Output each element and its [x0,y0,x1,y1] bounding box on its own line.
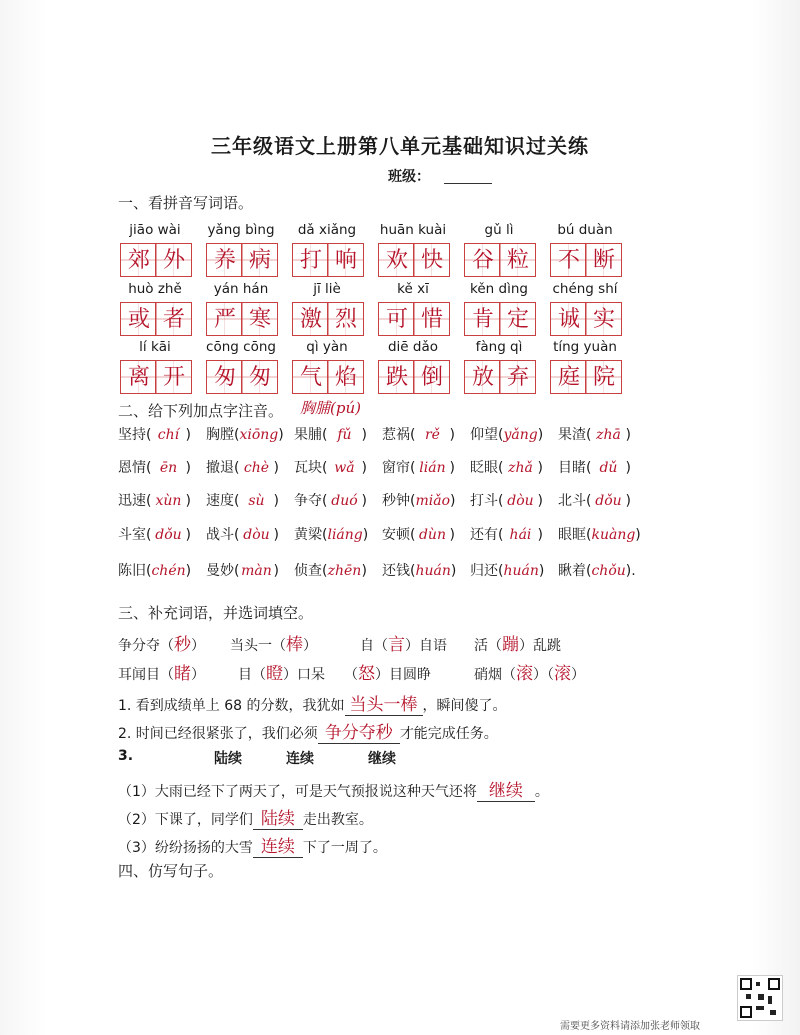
pinyin-annotation-item [206,457,279,477]
target-word: 秒钟( [382,493,416,509]
pinyin-label: jī liè [313,281,341,297]
pinyin-label: jiāo wài [129,222,181,238]
tianzige-box [292,360,364,394]
handwritten-pinyin: duó [331,493,358,509]
handwritten-answer: 滚 [516,664,533,684]
tianzige-box [550,360,622,394]
answer-grid-row [118,302,658,338]
pinyin-annotation-item [294,490,367,510]
handwritten-character: 放 [471,365,494,390]
handwritten-pinyin: dòu [243,527,270,543]
paren-close: ) [449,527,455,543]
handwritten-pinyin: chí [157,427,180,443]
pinyin-annotation-item [382,524,455,544]
pinyin-annotation-item [470,424,543,444]
handwritten-character: 快 [420,248,443,273]
q3b-text: （2）下课了，同学们 [118,812,253,828]
q3a-tail: 。 [534,784,549,800]
pinyin-label: dǎ xiǎng [297,222,357,238]
handwritten-answer: 秒 [174,635,191,655]
target-word: 瞅着( [558,563,592,579]
pinyin-annotation-item [206,524,279,544]
paren-close: ) [185,460,191,476]
pinyin-annotation-item [470,524,543,544]
pinyin-annotation-item [118,424,191,444]
pinyin-label: chéng shí [552,281,618,297]
target-word: 恩情( [118,460,152,476]
pinyin-label: diē dǎo [387,339,439,355]
question-3 [118,748,396,767]
idiom-text: ）自语 [405,638,447,654]
q2-tail: 才能完成任务。 [399,726,498,742]
paren-close: ) [537,527,543,543]
handwritten-character: 不 [557,248,580,273]
target-word: 曼妙( [206,563,240,579]
target-word: 侦查( [294,563,328,579]
idiom-fill-item [344,659,431,684]
target-word: 还有( [470,527,504,543]
pinyin-annotation-item [118,457,191,477]
target-word: 北斗( [558,493,592,509]
handwritten-character: 响 [334,248,357,273]
q1-answer: 当头一棒 [345,690,423,716]
paren-close: ) [361,493,367,509]
pinyin-label: kěn dìng [470,281,528,297]
handwritten-character: 严 [213,307,236,332]
handwritten-pinyin: zhǎ [508,460,533,476]
pinyin-row [118,339,648,359]
handwritten-character: 倒 [420,365,443,390]
pinyin-annotation-item [294,524,368,544]
target-word: 打斗( [470,493,504,509]
paren-close: ) [635,527,641,543]
handwritten-pinyin: dǔ [599,460,618,476]
target-word: 速度( [206,493,240,509]
handwritten-pinyin: chén [151,563,186,579]
target-word: 安顿( [382,527,416,543]
handwritten-pinyin: xùn [155,493,182,509]
pinyin-annotation-item [118,524,191,544]
q3-word-3: 继续 [368,751,396,767]
q2-answer: 争分夺秒 [318,718,400,744]
paren-close: ). [625,563,636,579]
paren-close: ) [537,427,544,443]
paren-close: ) [273,527,279,543]
pinyin-label: bú duàn [557,222,613,238]
question-3-1 [118,776,549,802]
tianzige-box [378,302,450,336]
idiom-text: ）（ [533,667,554,683]
section-3-heading: 三、补充词语，并选词填空。 [118,604,314,622]
handwritten-pinyin: sù [248,493,265,509]
pinyin-annotation-item [382,490,455,510]
handwritten-pinyin: chè [243,460,270,476]
handwritten-character: 粒 [506,248,529,273]
handwritten-pinyin: liáng [327,527,363,543]
pinyin-annotation-row [118,490,658,514]
pinyin-label: cōng cōng [206,339,276,355]
footer-note: 需要更多资料请添加张老师领取 [560,1021,700,1032]
paren-close: ) [185,563,192,579]
paren-close: ) [273,460,279,476]
pinyin-annotation-item [470,560,544,580]
handwritten-character: 可 [385,307,408,332]
handwritten-character: 养 [213,248,236,273]
target-word: 果渣( [558,427,592,443]
paren-close: ) [361,460,367,476]
idiom-text: 当头一（ [230,638,286,654]
paren-close: ) [449,427,455,443]
pinyin-label: lí kāi [139,339,171,355]
target-word: 仰望( [470,427,504,443]
handwritten-character: 焰 [334,365,357,390]
tianzige-box [120,243,192,277]
pinyin-annotation-item [558,490,631,510]
tianzige-box [464,302,536,336]
paren-close: ) [625,460,631,476]
q2-text: 2. 时间已经很紧张了，我们必须 [118,726,318,742]
tianzige-box [206,302,278,336]
pinyin-annotation-item [558,560,636,580]
idiom-fill-item [118,630,205,655]
handwritten-pinyin: kuàng [591,527,636,543]
answer-grid-row [118,243,658,279]
question-3-2 [118,804,373,830]
handwritten-character: 惜 [420,307,443,332]
handwritten-character: 院 [592,365,615,390]
q3-word-2: 连续 [286,751,314,767]
target-word: 惹祸( [382,427,416,443]
q3a-answer: 继续 [477,776,535,802]
paren-close: ) [273,563,279,579]
target-word: 瓦块( [294,460,328,476]
tianzige-box [378,243,450,277]
target-word: 撤退( [206,460,240,476]
idiom-text: 目（ [238,667,266,683]
idiom-text: 活（ [474,638,502,654]
idiom-text: ） [191,638,205,654]
handwritten-answer: 怒 [358,664,375,684]
tianzige-box [292,302,364,336]
question-2 [118,718,498,744]
idiom-fill-item [118,659,205,684]
handwritten-character: 者 [162,307,185,332]
page-title: 三年级语文上册第八单元基础知识过关练 [211,134,589,158]
pinyin-label: huān kuài [379,222,447,238]
q1-tail: ，瞬间傻了。 [422,698,507,714]
handwritten-pinyin: dùn [418,527,446,543]
paren-close: ) [185,493,191,509]
handwritten-answer: 棒 [286,635,303,655]
idiom-text: ）目圆睁 [375,667,431,683]
target-word: 坚持( [118,427,152,443]
handwritten-pinyin: lián [419,460,446,476]
target-word: 斗室( [118,527,152,543]
handwritten-character: 气 [299,365,322,390]
idiom-text: ）乱跳 [519,638,561,654]
target-word: 眨眼( [470,460,504,476]
tianzige-box [206,360,278,394]
handwritten-character: 实 [592,307,615,332]
paren-close: ) [278,427,284,443]
paren-close: ) [538,563,545,579]
target-word: 归还( [470,563,504,579]
q3-number: 3. [118,748,134,764]
handwritten-character: 匆 [248,365,271,390]
question-3-3 [118,832,387,858]
idiom-fill-item [230,630,317,655]
answer-grid-row [118,360,658,396]
pinyin-annotation-item [206,490,279,510]
target-word: 窗帘( [382,460,416,476]
handwritten-character: 开 [162,365,185,390]
idiom-text: ）口呆 [283,667,325,683]
idiom-text: 自（ [360,638,388,654]
handwritten-pinyin: chǒu [591,563,626,579]
q1-text: 1. 看到成绩单上 68 的分数，我犹如 [118,698,345,714]
idiom-text: ） [303,638,317,654]
idiom-text: 硝烟（ [474,667,516,683]
handwritten-character: 或 [127,307,150,332]
paren-close: ) [537,460,543,476]
idiom-text: （ [344,667,358,683]
paren-close: ) [625,493,631,509]
q3c-answer: 连续 [253,832,303,858]
target-word: 还钱( [382,563,416,579]
section-2-heading: 二、给下列加点字注音。 [118,402,284,420]
handwritten-character: 肯 [471,307,494,332]
handwritten-pinyin: dǒu [155,527,182,543]
target-word: 果脯( [294,427,328,443]
pinyin-annotation-row [118,560,658,584]
handwritten-character: 诚 [557,307,580,332]
pinyin-annotation-row [118,424,658,448]
idiom-text: ） [191,667,205,683]
handwritten-pinyin: huán [415,563,451,579]
target-word: 争夺( [294,493,328,509]
target-word: 黄梁( [294,527,328,543]
tianzige-box [120,360,192,394]
handwritten-pinyin: xiōng [239,427,279,443]
handwritten-answer: 蹦 [502,635,519,655]
tianzige-box [464,360,536,394]
handwritten-pinyin: fǔ [337,427,352,443]
handwritten-character: 烈 [334,307,357,332]
handwritten-pinyin: màn [241,563,272,579]
pinyin-annotation-item [118,490,191,510]
idiom-text: ） [571,667,585,683]
handwritten-character: 郊 [127,248,150,273]
pinyin-annotation-item [382,457,455,477]
pinyin-label: yán hán [213,281,269,297]
handwritten-character: 定 [506,307,529,332]
handwritten-character: 欢 [385,248,408,273]
handwritten-pinyin: yǎng [503,427,538,443]
pinyin-label: tíng yuàn [553,339,617,355]
question-1 [118,690,507,716]
idiom-text: 耳闻目（ [118,667,174,683]
pinyin-annotation-row [118,457,658,481]
handwritten-character: 寒 [248,307,271,332]
q3b-tail: 走出教室。 [302,812,373,828]
idiom-fill-item [474,630,561,655]
pinyin-label: yǎng bìng [207,222,275,238]
pinyin-label: gǔ lì [484,222,514,238]
handwritten-answer: 滚 [554,664,571,684]
pinyin-annotation-item [470,457,543,477]
handwritten-pinyin: ēn [159,460,178,476]
q3a-text: （1）大雨已经下了两天了，可是天气预报说这种天气还将 [118,784,477,800]
tianzige-box [550,302,622,336]
target-word: 眼眶( [558,527,592,543]
paren-close: ) [273,493,279,509]
paren-close: ) [362,527,369,543]
paren-close: ) [185,427,191,443]
tianzige-box [120,302,192,336]
pinyin-annotation-item [382,560,456,580]
target-word: 战斗( [206,527,240,543]
q3b-answer: 陆续 [253,804,303,830]
class-label: 班级： [388,169,430,185]
class-field [388,166,492,186]
handwritten-character: 断 [592,248,615,273]
pinyin-annotation-item [382,424,455,444]
q3c-tail: 下了一周了。 [302,840,387,856]
handwritten-answer: 言 [388,635,405,655]
pinyin-annotation-item [206,560,279,580]
tianzige-box [464,243,536,277]
q3c-text: （3）纷纷扬扬的大雪 [118,840,253,856]
handwritten-character: 外 [162,248,185,273]
handwritten-pinyin: rě [424,427,440,443]
handwritten-character: 庭 [557,365,580,390]
class-blank [444,171,492,184]
idiom-fill-item [360,630,447,655]
pinyin-row [118,222,648,242]
paren-close: ) [450,493,456,509]
handwritten-pinyin: dǒu [595,493,622,509]
idiom-fill-item [238,659,325,684]
section-2-note: 胸脯(pú) [300,399,361,417]
target-word: 陈旧( [118,563,152,579]
target-word: 目睹( [558,460,592,476]
handwritten-character: 弃 [506,365,529,390]
handwritten-answer: 睹 [174,664,191,684]
tianzige-box [550,243,622,277]
handwritten-pinyin: huán [503,563,539,579]
handwritten-pinyin: dòu [507,493,534,509]
handwritten-character: 谷 [471,248,494,273]
target-word: 迅速( [118,493,152,509]
handwritten-pinyin: zhēn [327,563,362,579]
tianzige-box [292,243,364,277]
idiom-text: 争分夺（ [118,638,174,654]
idiom-fill-item [474,659,585,684]
pinyin-annotation-item [558,524,641,544]
paren-close: ) [625,427,631,443]
pinyin-annotation-item [206,424,284,444]
pinyin-annotation-item [558,424,631,444]
handwritten-answer: 瞪 [266,664,283,684]
qr-code-icon [737,975,783,1021]
paren-close: ) [361,427,367,443]
pinyin-annotation-item [294,457,367,477]
handwritten-pinyin: zhā [596,427,621,443]
paren-close: ) [537,493,543,509]
paren-close: ) [449,460,455,476]
target-word: 胸膛( [206,427,240,443]
handwritten-character: 病 [248,248,271,273]
paren-close: ) [361,563,367,579]
pinyin-row [118,281,648,301]
tianzige-box [378,360,450,394]
pinyin-annotation-item [118,560,191,580]
pinyin-label: qì yàn [306,339,348,355]
pinyin-label: kě xī [397,281,429,297]
handwritten-character: 打 [299,248,322,273]
handwritten-character: 跌 [385,365,408,390]
section-1-heading: 一、看拼音写词语。 [118,194,254,212]
handwritten-pinyin: hái [509,527,532,543]
paren-close: ) [185,527,191,543]
handwritten-character: 激 [299,307,322,332]
tianzige-box [206,243,278,277]
section-4-heading: 四、仿写句子。 [118,862,224,880]
q3-word-1: 陆续 [214,751,242,767]
pinyin-label: fàng qì [475,339,523,355]
handwritten-pinyin: miǎo [415,493,450,509]
paren-close: ) [450,563,457,579]
handwritten-pinyin: wǎ [334,460,355,476]
handwritten-character: 离 [127,365,150,390]
pinyin-label: huò zhě [128,281,182,297]
pinyin-annotation-row [118,524,658,548]
pinyin-annotation-item [558,457,631,477]
pinyin-annotation-item [470,490,543,510]
pinyin-annotation-item [294,560,367,580]
handwritten-character: 匆 [213,365,236,390]
pinyin-annotation-item [294,424,367,444]
